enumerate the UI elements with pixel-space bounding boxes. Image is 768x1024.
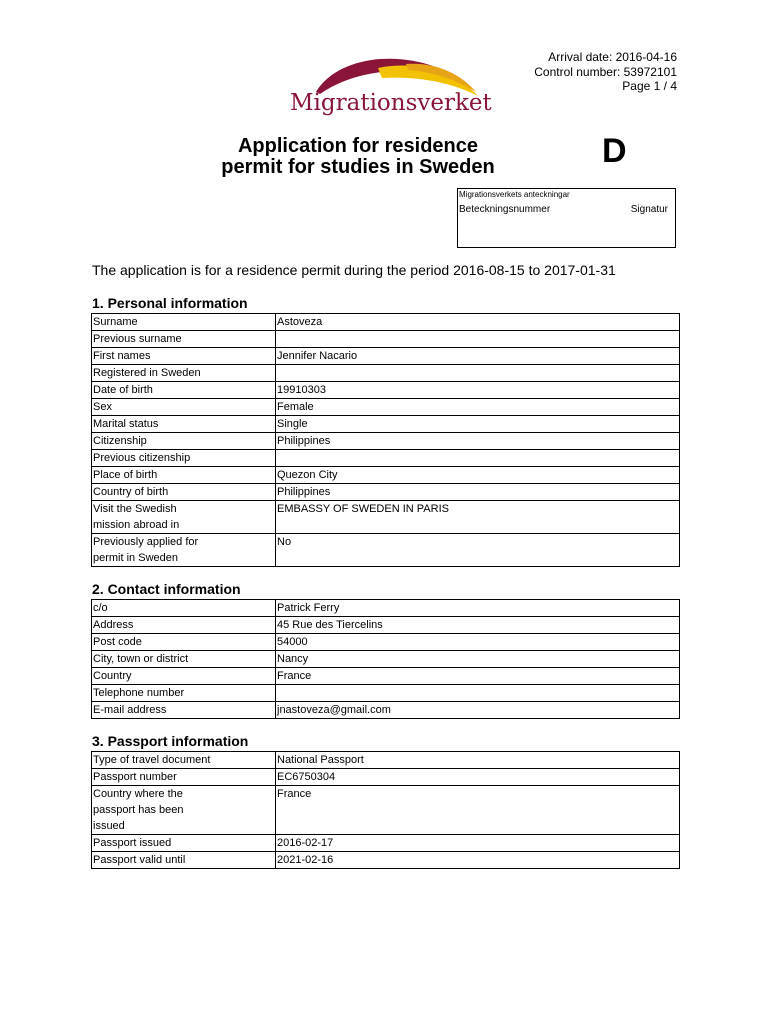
section-title-personal: 1. Personal information [92, 295, 248, 311]
field-value-cell [276, 501, 680, 534]
field-value: Astoveza [277, 316, 323, 328]
arrival-date: Arrival date: 2016-04-16 [548, 50, 677, 64]
field-label-cell [92, 348, 276, 365]
field-value: 2021-02-16 [277, 854, 334, 866]
table-row [92, 348, 680, 365]
document-title [150, 136, 566, 178]
section-title-contact: 2. Contact information [92, 581, 241, 597]
field-value: Jennifer Nacario [277, 350, 358, 362]
office-notes-box [457, 188, 676, 248]
field-label: Place of birth [93, 469, 158, 481]
field-value: Female [277, 401, 314, 413]
field-label-cell [92, 634, 276, 651]
field-label: Previous citizenship [93, 452, 191, 464]
field-value-cell [276, 365, 680, 382]
field-label-cell [92, 433, 276, 450]
field-value-cell [276, 382, 680, 399]
table-row [92, 702, 680, 719]
table-row [92, 786, 680, 835]
form-letter: D [602, 132, 627, 170]
reference-number-label: Beteckningsnummer [459, 204, 551, 215]
table-row [92, 835, 680, 852]
document-meta [534, 50, 677, 94]
field-value-cell [276, 651, 680, 668]
field-value-cell [276, 484, 680, 501]
table-row [92, 382, 680, 399]
field-label-cell [92, 416, 276, 433]
field-value: 54000 [277, 636, 308, 648]
field-label: Registered in Sweden [93, 367, 201, 379]
table-row [92, 314, 680, 331]
section-title-passport: 3. Passport information [92, 733, 249, 749]
field-label: E-mail address [93, 704, 167, 716]
field-value-cell [276, 331, 680, 348]
field-value-cell [276, 786, 680, 835]
application-period: The application is for a residence permit during the period 2016-08-15 to 2017-01-31 [92, 262, 616, 278]
table-row [92, 484, 680, 501]
field-value: Single [277, 418, 308, 430]
field-label: Date of birth [93, 384, 153, 396]
field-label-cell [92, 534, 276, 567]
field-value-cell [276, 433, 680, 450]
table-row [92, 399, 680, 416]
field-value: EMBASSY OF SWEDEN IN PARIS [277, 503, 449, 515]
table-row [92, 769, 680, 786]
field-value: National Passport [277, 754, 364, 766]
table-row [92, 534, 680, 567]
field-label-cell [92, 365, 276, 382]
field-value: 45 Rue des Tiercelins [277, 619, 383, 631]
field-value-cell [276, 702, 680, 719]
personal-information-table [91, 313, 680, 567]
table-row [92, 752, 680, 769]
field-value-cell [276, 416, 680, 433]
field-value: jnastoveza@gmail.com [277, 704, 391, 716]
field-label: Country where the passport has been issued [93, 788, 184, 832]
field-value-cell [276, 685, 680, 702]
field-value: France [277, 670, 312, 682]
field-value-cell [276, 769, 680, 786]
field-value: No [277, 536, 292, 548]
field-label-cell [92, 769, 276, 786]
table-row [92, 433, 680, 450]
contact-information-table [91, 599, 680, 719]
field-value: Quezon City [277, 469, 338, 481]
field-label: Previous surname [93, 333, 182, 345]
table-row [92, 617, 680, 634]
field-value: Philippines [277, 486, 331, 498]
field-value: Philippines [277, 435, 331, 447]
control-number: Control number: 53972101 [534, 64, 677, 79]
table-row [92, 668, 680, 685]
field-label: Telephone number [93, 687, 185, 699]
field-label-cell [92, 382, 276, 399]
field-value-cell [276, 835, 680, 852]
field-label-cell [92, 685, 276, 702]
field-value-cell [276, 668, 680, 685]
field-label: City, town or district [93, 653, 189, 665]
table-row [92, 467, 680, 484]
table-row [92, 685, 680, 702]
table-row [92, 416, 680, 433]
table-row [92, 365, 680, 382]
field-value-cell [276, 467, 680, 484]
page-number: Page 1 / 4 [622, 79, 677, 93]
field-value-cell [276, 752, 680, 769]
table-row [92, 600, 680, 617]
field-label: Country of birth [93, 486, 169, 498]
field-value-cell [276, 852, 680, 869]
field-label-cell [92, 467, 276, 484]
field-label-cell [92, 651, 276, 668]
field-value-cell [276, 450, 680, 467]
field-value-cell [276, 617, 680, 634]
field-label: Marital status [93, 418, 159, 430]
field-label-cell [92, 702, 276, 719]
logo-text: Migrationsverket [290, 90, 492, 116]
field-label: Post code [93, 636, 142, 648]
field-value: EC6750304 [277, 771, 336, 783]
field-label-cell [92, 501, 276, 534]
field-label-cell [92, 399, 276, 416]
table-row [92, 331, 680, 348]
field-label: Passport issued [93, 837, 172, 849]
field-label-cell [92, 484, 276, 501]
field-label-cell [92, 852, 276, 869]
field-label: Address [93, 619, 134, 631]
field-label: Citizenship [93, 435, 147, 447]
table-row [92, 450, 680, 467]
field-value: 2016-02-17 [277, 837, 334, 849]
title-line-2: permit for studies in Sweden [221, 156, 495, 178]
field-value-cell [276, 534, 680, 567]
field-label: Previously applied for permit in Sweden [93, 536, 199, 564]
signature-label: Signatur [630, 204, 668, 215]
field-label: Sex [93, 401, 112, 413]
field-label: Passport number [93, 771, 177, 783]
field-label: Passport valid until [93, 854, 186, 866]
table-row [92, 651, 680, 668]
table-row [92, 852, 680, 869]
field-label-cell [92, 752, 276, 769]
field-label: c/o [93, 602, 108, 614]
title-line-1: Application for residence [237, 135, 479, 157]
migrationsverket-logo [286, 52, 492, 122]
field-label-cell [92, 314, 276, 331]
field-label-cell [92, 786, 276, 835]
field-label: Country [93, 670, 132, 682]
field-value: 19910303 [277, 384, 326, 396]
field-value-cell [276, 348, 680, 365]
field-value: France [277, 788, 312, 800]
table-row [92, 501, 680, 534]
field-value-cell [276, 314, 680, 331]
table-row [92, 634, 680, 651]
field-value-cell [276, 634, 680, 651]
field-label: Visit the Swedish mission abroad in [93, 503, 180, 531]
field-label-cell [92, 450, 276, 467]
field-value-cell [276, 399, 680, 416]
field-value: Patrick Ferry [277, 602, 340, 614]
field-value-cell [276, 600, 680, 617]
notes-caption: Migrationsverkets anteckningar [459, 190, 570, 199]
passport-information-table [91, 751, 680, 869]
field-label-cell [92, 331, 276, 348]
field-label: First names [93, 350, 151, 362]
field-label-cell [92, 668, 276, 685]
field-label-cell [92, 835, 276, 852]
field-label: Type of travel document [93, 754, 211, 766]
field-label-cell [92, 617, 276, 634]
field-label-cell [92, 600, 276, 617]
field-label: Surname [93, 316, 138, 328]
field-value: Nancy [277, 653, 309, 665]
